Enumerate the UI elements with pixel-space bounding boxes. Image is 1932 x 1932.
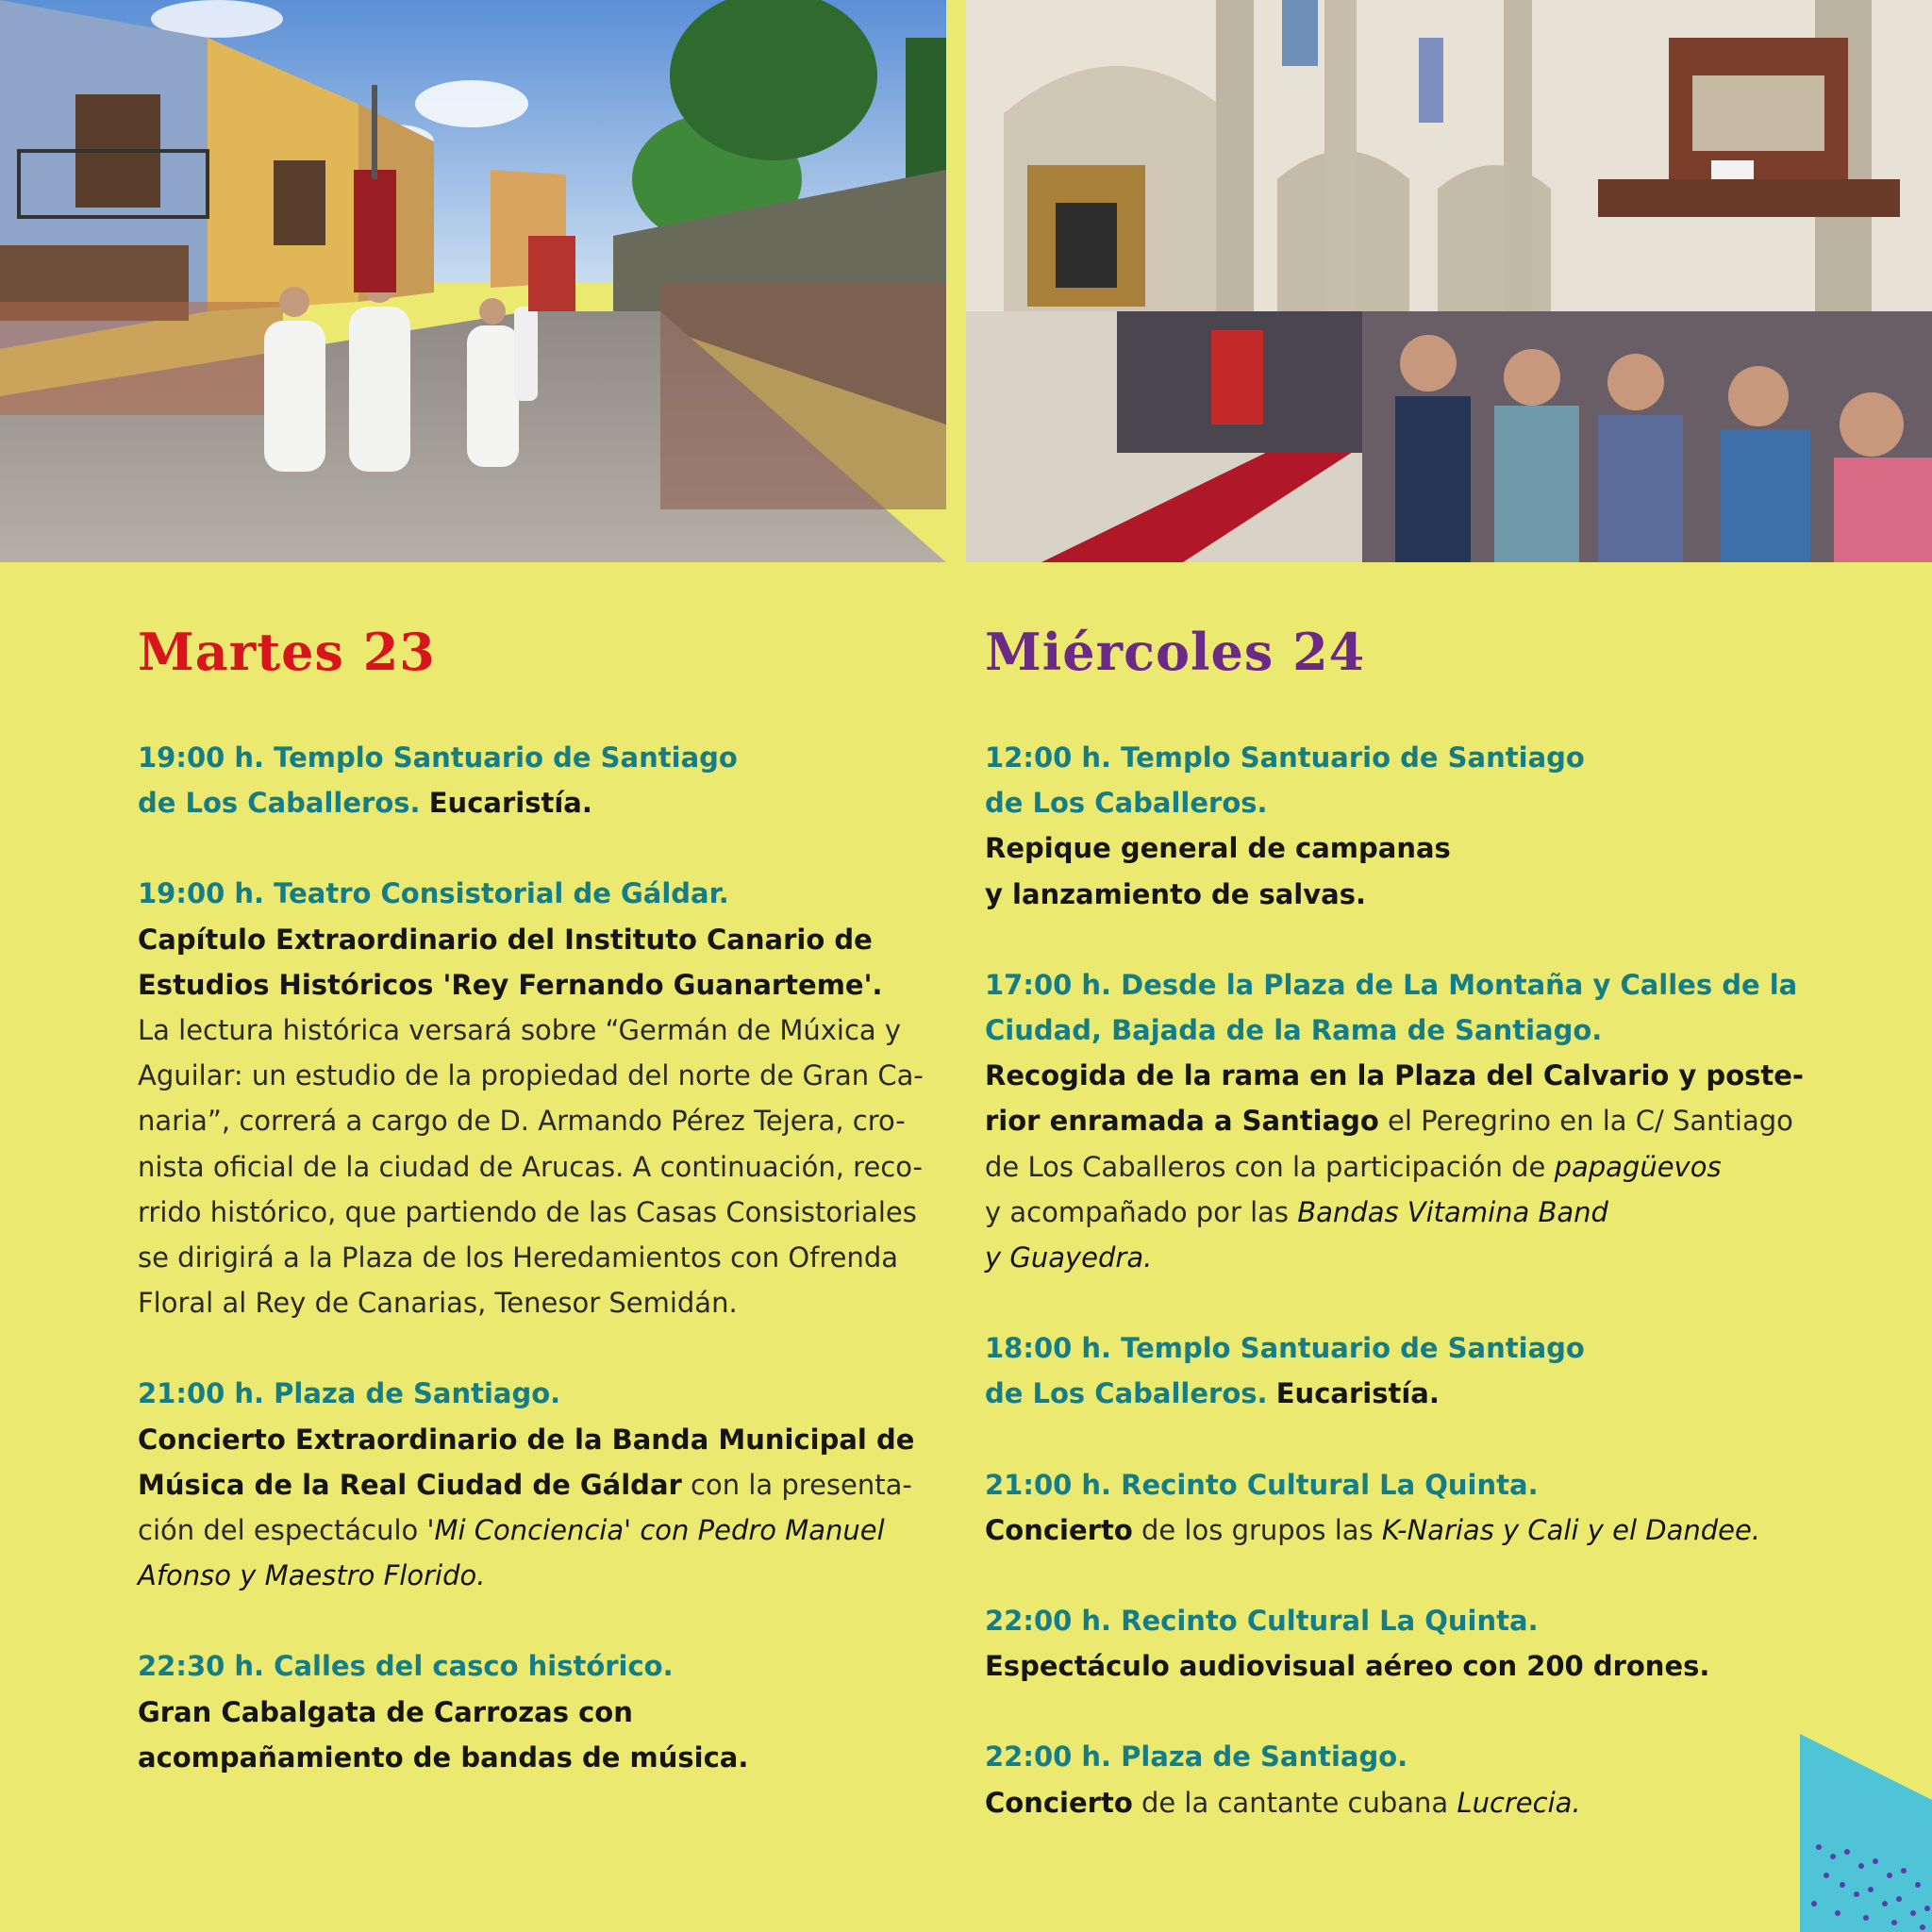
event-description: Floral al Rey de Canarias, Tenesor Semidán.: [138, 1287, 738, 1320]
event-activity: Estudios Históricos 'Rey Fernando Guanarteme'.: [138, 968, 883, 1001]
tuesday-schedule: [138, 618, 949, 1825]
event-time-place: 22:00 h. Plaza de Santiago.: [985, 1740, 1408, 1774]
event-description: Aguilar: un estudio de la propiedad del norte de Gran Ca-: [138, 1059, 924, 1092]
event-italic-name: papagüevos: [1554, 1150, 1722, 1183]
event-activity: Concierto: [985, 1786, 1133, 1819]
photo-divider: [946, 0, 966, 562]
event-activity: rior enramada a Santiago: [985, 1105, 1379, 1138]
event-description: rrido histórico, que partiendo de las Casas Consistoriales: [138, 1195, 917, 1228]
event-description: naria”, correrá a cargo de D. Armando Pérez Tejera, cro-: [138, 1105, 906, 1138]
event-place-cont: Ciudad, Bajada de la Rama de Santiago.: [985, 1014, 1603, 1047]
event-activity: Espectáculo audiovisual aéreo con 200 drones.: [985, 1650, 1710, 1683]
wednesday-schedule: [985, 618, 1804, 1871]
event-activity: Concierto: [985, 1513, 1133, 1546]
event-time-place: 22:00 h. Recinto Cultural La Quinta.: [985, 1605, 1539, 1638]
event-activity: Repique general de campanas: [985, 832, 1451, 865]
procession-street-photo: [0, 0, 946, 562]
event-activity: Recogida de la rama en la Plaza del Calvario y poste-: [985, 1059, 1804, 1092]
event-description: el Peregrino en la C/ Santiago: [1378, 1105, 1793, 1138]
day-heading-wednesday: Miércoles 24: [985, 622, 1366, 682]
event-time-place: 21:00 h. Recinto Cultural La Quinta.: [985, 1468, 1539, 1501]
event-time-place: 22:30 h. Calles del casco histórico.: [138, 1650, 674, 1683]
event-wednesday-5: [985, 1598, 1796, 1689]
event-time-place: 17:00 h. Desde la Plaza de La Montaña y Calles de la: [985, 968, 1798, 1001]
event-activity: Capítulo Extraordinario del Instituto Canario de: [138, 923, 873, 956]
event-activity: y lanzamiento de salvas.: [985, 877, 1367, 910]
event-tuesday-3: [138, 1371, 949, 1598]
event-italic-name: y Guayedra.: [985, 1241, 1153, 1274]
event-time-place: 18:00 h. Templo Santuario de Santiago: [985, 1332, 1585, 1365]
event-activity: Gran Cabalgata de Carrozas con: [138, 1695, 633, 1728]
event-description: de los grupos las: [1132, 1513, 1382, 1546]
event-activity: Concierto Extraordinario de la Banda Municipal de: [138, 1423, 915, 1456]
event-time-place: 12:00 h. Templo Santuario de Santiago: [985, 741, 1585, 774]
event-description: y acompañado por las: [985, 1195, 1298, 1228]
event-tuesday-2: [138, 871, 949, 1325]
event-wednesday-6: [985, 1734, 1796, 1824]
event-show-title: Afonso y Maestro Florido.: [138, 1559, 486, 1592]
event-activity: Música de la Real Ciudad de Gáldar: [138, 1468, 682, 1501]
event-description: de Los Caballeros con la participación de: [985, 1150, 1555, 1183]
event-activity: acompañamiento de bandas de música.: [138, 1740, 749, 1774]
event-italic-name: K-Narias y Cali y el Dandee.: [1381, 1513, 1761, 1546]
event-description: se dirigirá a la Plaza de los Heredamientos con Ofrenda: [138, 1241, 899, 1274]
event-description: con la presenta-: [681, 1468, 912, 1501]
event-show-title: 'Mi Conciencia' con Pedro Manuel: [426, 1514, 885, 1547]
event-wednesday-4: [985, 1462, 1796, 1553]
event-tuesday-4: [138, 1643, 949, 1780]
event-place-cont: de Los Caballeros.: [985, 1377, 1268, 1410]
event-wednesday-2: [985, 962, 1804, 1280]
event-description: nista oficial de la ciudad de Arucas. A continuación, reco-: [138, 1150, 923, 1183]
day-heading-tuesday: Martes 23: [138, 622, 436, 682]
decorative-corner-shape: [1800, 1734, 1932, 1932]
event-time-place: 19:00 h. Templo Santuario de Santiago: [138, 741, 738, 774]
event-activity: Eucaristía.: [428, 787, 592, 820]
event-wednesday-3: [985, 1325, 1796, 1416]
event-italic-name: Bandas Vitamina Band: [1297, 1195, 1608, 1228]
event-activity: Eucaristía.: [1275, 1377, 1440, 1410]
event-description: ción del espectáculo: [138, 1514, 427, 1547]
event-wednesday-1: [985, 735, 1796, 917]
event-description: La lectura histórica versará sobre “Germán de Múxica y: [138, 1014, 902, 1047]
event-time-place: 19:00 h. Teatro Consistorial de Gáldar.: [138, 877, 729, 910]
event-place-cont: de Los Caballeros.: [985, 787, 1268, 820]
church-interior-photo: [966, 0, 1932, 562]
event-time-place: 21:00 h. Plaza de Santiago.: [138, 1377, 561, 1410]
event-italic-name: Lucrecia.: [1457, 1786, 1581, 1819]
event-tuesday-1: [138, 735, 949, 825]
event-description: de la cantante cubana: [1132, 1786, 1457, 1819]
event-place-cont: de Los Caballeros.: [138, 787, 421, 820]
